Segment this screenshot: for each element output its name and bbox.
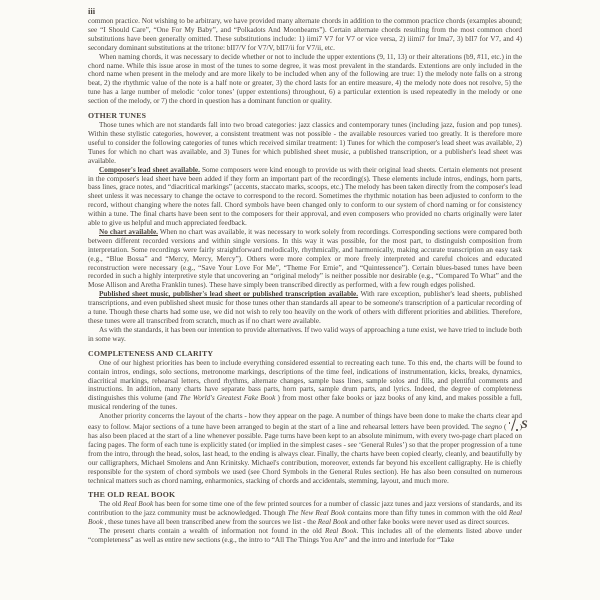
text-run: Those tunes which are not standards fall into two broad categories: jazz classics and contemporary tunes (including jazz, fusion and pop tunes). Within these stylistic categories, however, a consistent treatment was not possible - the available resources varied too greatly. It is therefore more useful to consider the following categories of tunes which received similar treatment: 1) Tunes for which the composer's lead sheet was available, 2) Tunes for which no chart was available, and 3) Tunes for which published sheet music, a published transcription, or a publisher's lead sheet was available. (88, 121, 522, 165)
section-heading: OTHER TUNES (88, 111, 147, 121)
text-run: Real Book (325, 527, 357, 536)
text-run: As with the standards, it has been our intention to provide alternatives. If two valid ways of approaching a tune exist, we have tried to include both in some way. (88, 325, 522, 343)
text-run: Another priority concerns the layout of the charts - how they appear on the page. A number of things have been done to make the charts clear and easy to follow. Major sections of a tune have been arranged to begin at the start of a line and rehearsal letters have been provided. The (88, 412, 522, 432)
paragraph (88, 290, 522, 326)
text-run: ) from most other fake books or jazz books of any kind, and makes possible a full, musical rendering of the tunes. (88, 394, 522, 412)
page-content (88, 17, 528, 545)
text-run: . This includes all of the elements listed above under “completeness” as well as entire new sections (e.g., the intro to “All The Things You Are” and the intro and interlude for “Take (88, 527, 522, 545)
text-run: , these tunes have all been transcribed anew from the sources we list - the (102, 518, 318, 527)
segno-icon: S (509, 421, 518, 431)
text-run: segno (485, 423, 502, 432)
text-run: Composer's lead sheet available. (99, 165, 200, 174)
text-run: ( (501, 423, 509, 432)
text-run: When naming chords, it was necessary to decide whether or not to include the upper extentions (9, 11, 13) or their alterations (b9, #11, etc.) in the chord name. While this issue arose in most of the tunes to some degree, it was most prevalent in the standards. Extentions are only included in the chord name when present in the melody and are more likely to be included when any of the following are true: 1) the melody note falls on a strong beat, 2) the rhythmic value of the note is a half note or greater, 3) the chord lasts for an entire measure, 4) the melody note does not resolve, 5) the tune has a large number of melodic ‘color tones’ (upper extentions) throughout, 6) a particular extention is used repeatedly in the melody or one section of the melody, or 7) the chord in question has a dominant function or quality. (88, 52, 522, 106)
text-run: The present charts contain a wealth of information not found in the old (99, 527, 326, 536)
section-heading: COMPLETENESS AND CLARITY (88, 348, 214, 358)
paragraph (88, 527, 522, 545)
text-run: One of our highest priorities has been to include everything considered essential to recreating each tune. To this end, the charts will be found to contain intros, endings, solo sections, metronome markings, descriptions of the time feel, indications of instrumentation, kicks, breaks, dynamics, diacritical markings, rehearsal letters, chord rhythms, alternate changes, sample bass lines, sample solos and fills, and plentiful comments and instructions. In addition, many charts have separate bass parts, horn parts, sample drum parts, and lyrics. Indeed, the degree of completeness distinguishes this volume (and (88, 358, 522, 403)
paragraph (88, 359, 522, 412)
paragraph (88, 121, 522, 166)
text-run: No chart available. (99, 227, 158, 236)
paragraph (88, 53, 522, 106)
text-run: Real Book (317, 518, 348, 527)
text-run: contains more than fifty tunes in common with the old (345, 509, 509, 518)
paragraph (88, 412, 528, 485)
text-run: ) has also been placed at the start of a line whenever possible. Page turns have been kept to an absolute minimum, with every two-page chart placed on facing pages. The form of each tune is explicitly stated (or implied in the simplest cases - see ‘General Rules’) so that the proper progression of a tune from the intro, through the head, solos, last head, to the ending is always clear. Finally, the charts have been copied clearly, cleanly, and beautifully by our calligraphers, Michael Smolens and Ann Krinitsky. Michael's contribution, moreover, extends far beyond his excellent calligraphy. He is chiefly responsible for the system of chord symbols we used (see Chord Symbols in the General Rules section). He has also been consulted on numerous technical matters such as chord naming, enharmonics, stacking of chords and accidentals, stemming, layout, and much more. (88, 423, 522, 485)
text-run: and other fake books were never used as direct sources. (347, 518, 510, 527)
text-run: With rare exception, publisher's lead sheets, published transcriptions, and even published sheet music for those tunes other than standards all apear to be someone's transcription of a particular recording of a tune. Though these charts had some use, we did not wish to rely too heavily on the work of others with different priorities and abilities. Therefore, these tunes were all transcribed from scratch, much as if no chart were available. (88, 290, 523, 325)
text-run: The World's Greatest Fake Book (179, 394, 276, 403)
text-run: The New Real Book (287, 509, 346, 518)
text-run: Some composers were kind enough to provide us with their original lead sheets. Certain elements not present in the composer's lead sheet have been added if they form an important part of the recording(s). These elements include intros, endings, horn parts, bass lines, grace notes, and “diacritical markings” (accents, staccato marks, scoops, etc.) The melody has been taken directly from the composer's lead sheet unless it was necessary to change the octave to correspond to the record. Sometimes the rhythmic notation has been adjusted to conform to the record, without changing where the notes fall. Chord symbols have been changed only to conform to our system of chord naming or for consistency within a tune. The final charts have been sent to the composers for their approval, and even composers who provided no charts originally were later able to give us helpful and much appreciated feedback. (88, 165, 522, 228)
text-run: Published sheet music, publisher's lead sheet or published transcription available. (99, 290, 359, 299)
paragraph (88, 228, 522, 290)
text-run: has been for some time one of the few printed sources for a number of classic jazz tunes and jazz versions of standards, and its contribution to the jazz community must be acknowledged. Though (88, 500, 522, 518)
paragraph (88, 166, 522, 228)
paragraph (88, 17, 522, 53)
section-heading: THE OLD REAL BOOK (88, 490, 176, 500)
text-run: common practice. Not wishing to be arbitrary, we have provided many alternate chords in addition to the common practice chords (examples abound; see “I Should Care”, “One For My Baby”, and “Polkadots And Moonbeams”). Certain alternate chords resulting from the most common chord substitutions have been generally omitted. These substitutions include: 1) iimi7 V7 for V7 or vice versa, 2) iiimi7 for Ima7, 3) bII7 for V7, and 4) secondary dominant substitutions at the tritone: bII7/V for V7/V, bII7/ii for V7/ii, etc. (88, 17, 522, 52)
paragraph (88, 326, 522, 344)
page-number: iii (88, 6, 96, 16)
text-run: Real Book (123, 500, 154, 509)
text-run: Real Book (88, 509, 523, 527)
text-run: The old (99, 500, 124, 509)
text-run: When no chart was available, it was necessary to work solely from recordings. Corresponding sections were compared both between different recorded versions and within single versions. In this way it was possible, for the most part, to distinguish composition from interpretation. Some recordings were fairly straightforward melodically, rhythmically, and harmonically, making accurate transcription an easy task (e.g., “Blue Bossa” and “Mercy, Mercy, Mercy”). Others were more complex or more freely interpreted and careful choices and educated reconstruction were necessary (e.g., “Save Your Love For Me”, “Theme For Ernie”, and “Quintessence”). Certain blues-based tunes have been recorded in such a highly interpretive style that uncovering an “original melody” is neither possible nor desirable (e.g., “Compared To What” and the Mose Allison and Aretha Franklin tunes). These have simply been transcribed directly as performed, with a few rough edges polished. (88, 227, 522, 290)
paragraph (88, 500, 522, 527)
